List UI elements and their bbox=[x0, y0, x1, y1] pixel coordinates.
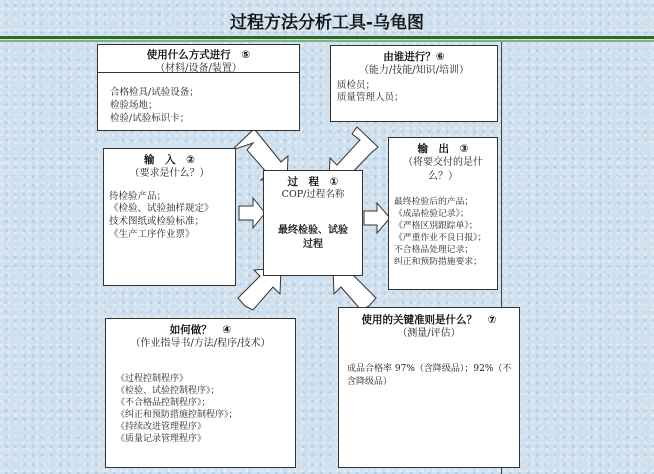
howto-box bbox=[105, 318, 296, 468]
list-item: 质检员； bbox=[337, 79, 376, 91]
list-item: 质量管理人员； bbox=[337, 92, 404, 104]
list-item: 《严格区别跟踪单》； bbox=[394, 220, 478, 231]
process-title: 过 程 ① bbox=[287, 176, 339, 188]
input-subtitle: （要求是什么？） bbox=[129, 168, 210, 180]
output-box bbox=[388, 137, 498, 290]
list-item: 《纠正和预防措施控制程序》； bbox=[116, 410, 238, 421]
list-item: 检验/试验标识卡； bbox=[110, 112, 190, 124]
input-title: 输 入 ② bbox=[144, 154, 195, 166]
output-title: 输 出 ③ bbox=[417, 143, 469, 155]
list-item: 《过程控制程序》 bbox=[116, 373, 189, 384]
list-item: 《严重作业不良日报》； bbox=[394, 232, 487, 243]
process-subtitle: COP/过程名称 bbox=[281, 189, 345, 201]
list-item: 《检验、试验抽样规定》 bbox=[109, 203, 214, 215]
output-subtitle: （将要交付的是什 bbox=[403, 157, 483, 169]
process-name: 最终检验、试验 bbox=[278, 224, 348, 236]
who-subtitle: （能力/技能/知识/培训） bbox=[358, 65, 470, 77]
list-item: 《检验、试验控制程序》； bbox=[116, 385, 220, 396]
arrow-process-to-output bbox=[364, 203, 390, 233]
method-list bbox=[98, 73, 299, 125]
criteria-text-cont: 含降级品） bbox=[347, 377, 393, 388]
list-item: 《持续改进管理程序》 bbox=[116, 422, 207, 433]
list-item: 不合格品处理记录； bbox=[394, 244, 474, 255]
input-box bbox=[103, 148, 236, 286]
criteria-box bbox=[338, 307, 520, 468]
arrow-input-to-process bbox=[239, 198, 265, 228]
who-box bbox=[330, 45, 498, 122]
list-item: 《成品检验记录》； bbox=[394, 209, 469, 220]
howto-title: 如何做？ ④ bbox=[169, 324, 232, 336]
list-item: 《生产工序作业票》 bbox=[109, 229, 195, 241]
list-item: 纠正和预防措施要求； bbox=[394, 256, 482, 267]
howto-list bbox=[116, 351, 285, 446]
process-box bbox=[263, 170, 363, 276]
method-title: 使用什么方式进行 ⑤ bbox=[146, 49, 251, 61]
criteria-title: 使用的关键准则是什么？ ⑦ bbox=[361, 314, 497, 326]
list-item: 技术图纸或检验标准； bbox=[109, 216, 205, 228]
who-list bbox=[337, 78, 491, 106]
list-item: 《不合格品控制程序》； bbox=[116, 397, 211, 408]
method-box bbox=[97, 44, 300, 131]
output-subtitle-cont: 么？） bbox=[428, 170, 458, 182]
page-title: 过程方法分析工具-乌龟图 bbox=[229, 13, 425, 33]
method-subtitle: （材料/设备/装置） bbox=[155, 63, 242, 75]
output-list bbox=[394, 183, 492, 268]
who-title: 由谁进行？⑥ bbox=[383, 51, 445, 63]
list-item: 检验场地； bbox=[110, 99, 158, 111]
criteria-text: 成品合格率 97%（含降级品）；92%（不 bbox=[347, 363, 512, 374]
list-item: 待检验产品； bbox=[109, 190, 167, 202]
list-item: 《质量记录管理程序》 bbox=[116, 434, 207, 445]
input-list bbox=[109, 181, 230, 242]
list-item: 最终检验后的产品； bbox=[394, 197, 474, 208]
process-name-cont: 过程 bbox=[303, 238, 323, 250]
list-item: 合格检具/试验设备； bbox=[110, 87, 199, 98]
criteria-subtitle: （测量/评估） bbox=[397, 328, 461, 340]
howto-subtitle: （作业指导书/方法/程序/技术） bbox=[130, 338, 271, 350]
